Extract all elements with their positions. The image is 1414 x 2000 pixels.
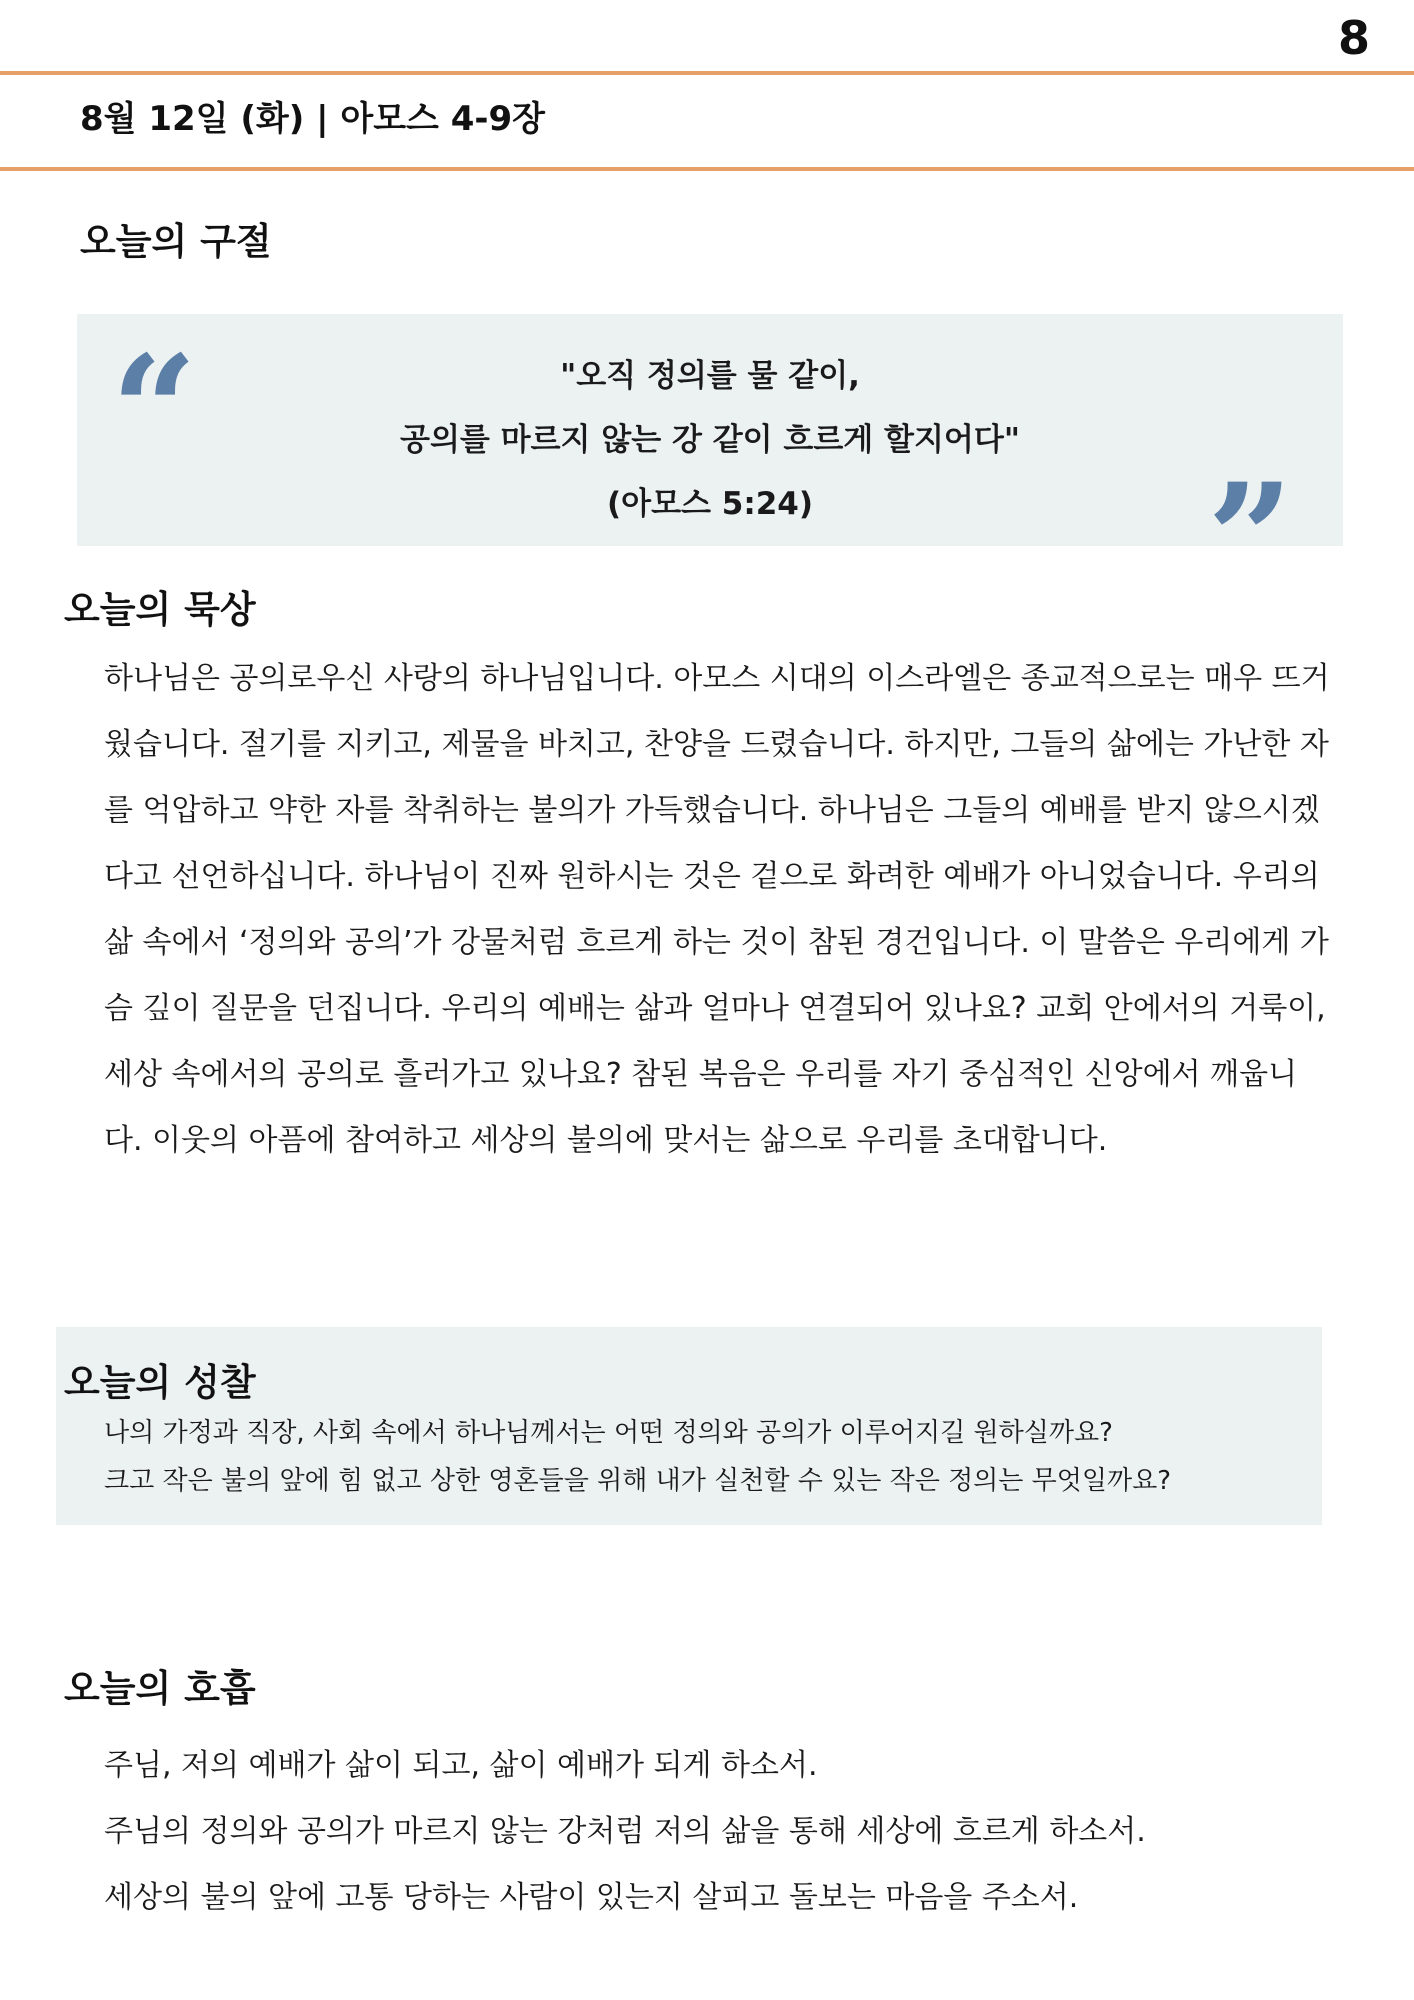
reflection-question-1: 나의 가정과 직장, 사회 속에서 하나님께서는 어떤 정의와 공의가 이루어지길 원하실까요? <box>104 1418 1113 1448</box>
page-title: 8월 12일 (화) | 아모스 4-9장 <box>80 99 545 139</box>
meditation-section-title: 오늘의 묵상 <box>64 588 256 631</box>
reflection-box <box>56 1327 1322 1525</box>
page-number: 8 <box>1337 11 1370 65</box>
prayer-line-2: 주님의 정의와 공의가 마르지 않는 강처럼 저의 삶을 통해 세상에 흐르게 하소서. <box>104 1814 1146 1849</box>
verse-section-title: 오늘의 구절 <box>80 220 272 263</box>
reflection-question-2: 크고 작은 불의 앞에 힘 없고 상한 영혼들을 위해 내가 실천할 수 있는 작은 정의는 무엇일까요? <box>104 1466 1172 1496</box>
header-top-rule <box>0 71 1414 75</box>
prayer-line-1: 주님, 저의 예배가 삶이 되고, 삶이 예배가 되게 하소서. <box>104 1748 818 1783</box>
open-quote-icon: “ <box>111 323 198 499</box>
meditation-paragraph: 하나님은 공의로우신 사랑의 하나님입니다. 아모스 시대의 이스라엘은 종교적으로는 매우 뜨거웠습니다. 절기를 지키고, 제물을 바치고, 찬양을 드렸습니다. 하지만, 그들의 삶에는 가난한 자를 억압하고 약한 자를 착취하는 불의가 가득했습니다. 하나님은 그들의 예배를 받지 않으시겠다고 선언하십니다. 하나님이 진짜 원하시는 것은 겉으로 화려한 예배가 아니었습니다. 우리의 삶 속에서 ‘정의와 공의’가 강물처럼 흐르게 하는 것이 참된 경건입니다. 이 말씀은 우리에게 가슴 깊이 질문을 던집니다. 우리의 예배는 삶과 얼마나 연결되어 있나요? 교회 안에서의 거룩이, 세상 속에서의 공의로 흘러가고 있나요? 참된 복음은 우리를 자기 중심적인 신앙에서 깨웁니다. 이웃의 아픔에 참여하고 세상의 불의에 맞서는 삶으로 우리를 초대합니다. <box>104 661 1330 1158</box>
close-quote-icon: ” <box>1207 451 1294 627</box>
breath-section-title: 오늘의 호흡 <box>64 1667 256 1710</box>
verse-line-1: "오직 정의를 물 같이, <box>560 358 860 394</box>
verse-reference: (아모스 5:24) <box>606 486 814 522</box>
prayer-line-3: 세상의 불의 앞에 고통 당하는 사람이 있는지 살피고 돌보는 마음을 주소서. <box>104 1880 1079 1915</box>
verse-line-2: 공의를 마르지 않는 강 같이 흐르게 할지어다" <box>400 422 1020 458</box>
reflection-section-title: 오늘의 성찰 <box>64 1361 256 1404</box>
header-bottom-rule <box>0 167 1414 171</box>
